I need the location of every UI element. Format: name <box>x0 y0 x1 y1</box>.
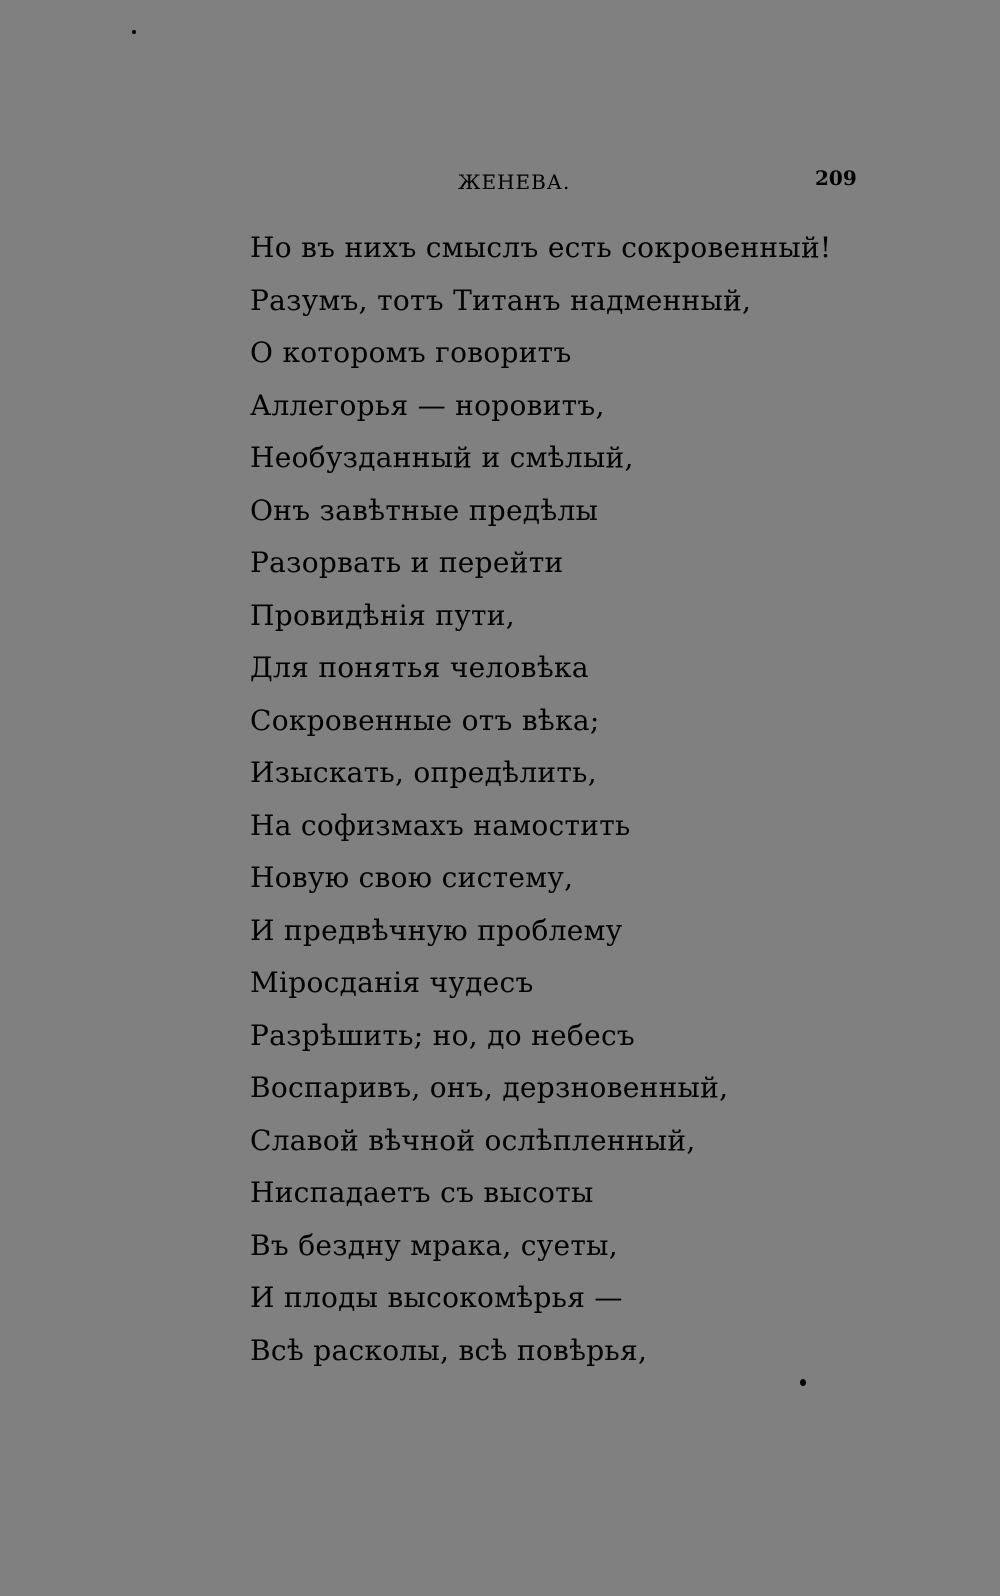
poem-line: И плоды высокомѣрья — <box>250 1281 623 1314</box>
poem-line: О которомъ говоритъ <box>250 336 572 369</box>
ink-speck <box>800 1379 806 1386</box>
poem-line: Необузданный и смѣлый, <box>250 441 634 474</box>
poem-text <box>250 228 950 1383</box>
poem-line: Провидѣнія пути, <box>250 598 515 632</box>
poem-line: Онъ завѣтные предѣлы <box>250 493 599 527</box>
poem-line: Для понятья человѣка <box>250 651 589 684</box>
poem-line: Міросданія чудесъ <box>250 966 534 999</box>
poem-line: Всѣ расколы, всѣ повѣрья, <box>250 1333 648 1367</box>
poem-line: Аллегорья — норовитъ, <box>250 388 605 422</box>
ink-speck <box>132 30 136 34</box>
poem-line: Въ бездну мрака, суеты, <box>250 1228 618 1262</box>
poem-line: Изыскать, опредѣлить, <box>250 756 597 789</box>
poem-line: Воспаривъ, онъ, дерзновенный, <box>250 1071 729 1104</box>
poem-line: Но въ нихъ смыслъ есть сокровенный! <box>250 231 832 264</box>
poem-line: Сокровенные отъ вѣка; <box>250 703 600 737</box>
poem-line: Разорвать и перейти <box>250 546 564 579</box>
poem-line: И предвѣчную проблему <box>250 913 623 947</box>
page-number: 209 <box>815 166 857 190</box>
poem-line: Новую свою систему, <box>250 861 574 894</box>
running-header-title: ЖЕНЕВА. <box>458 170 571 194</box>
poem-line: Разумъ, тотъ Титанъ надменный, <box>250 283 752 317</box>
poem-line: Разрѣшить; но, до небесъ <box>250 1018 636 1052</box>
poem-line: Ниспадаетъ съ высоты <box>250 1176 594 1209</box>
poem-line: Славой вѣчной ослѣпленный, <box>250 1123 696 1157</box>
poem-line: На софизмахъ намостить <box>250 808 631 842</box>
